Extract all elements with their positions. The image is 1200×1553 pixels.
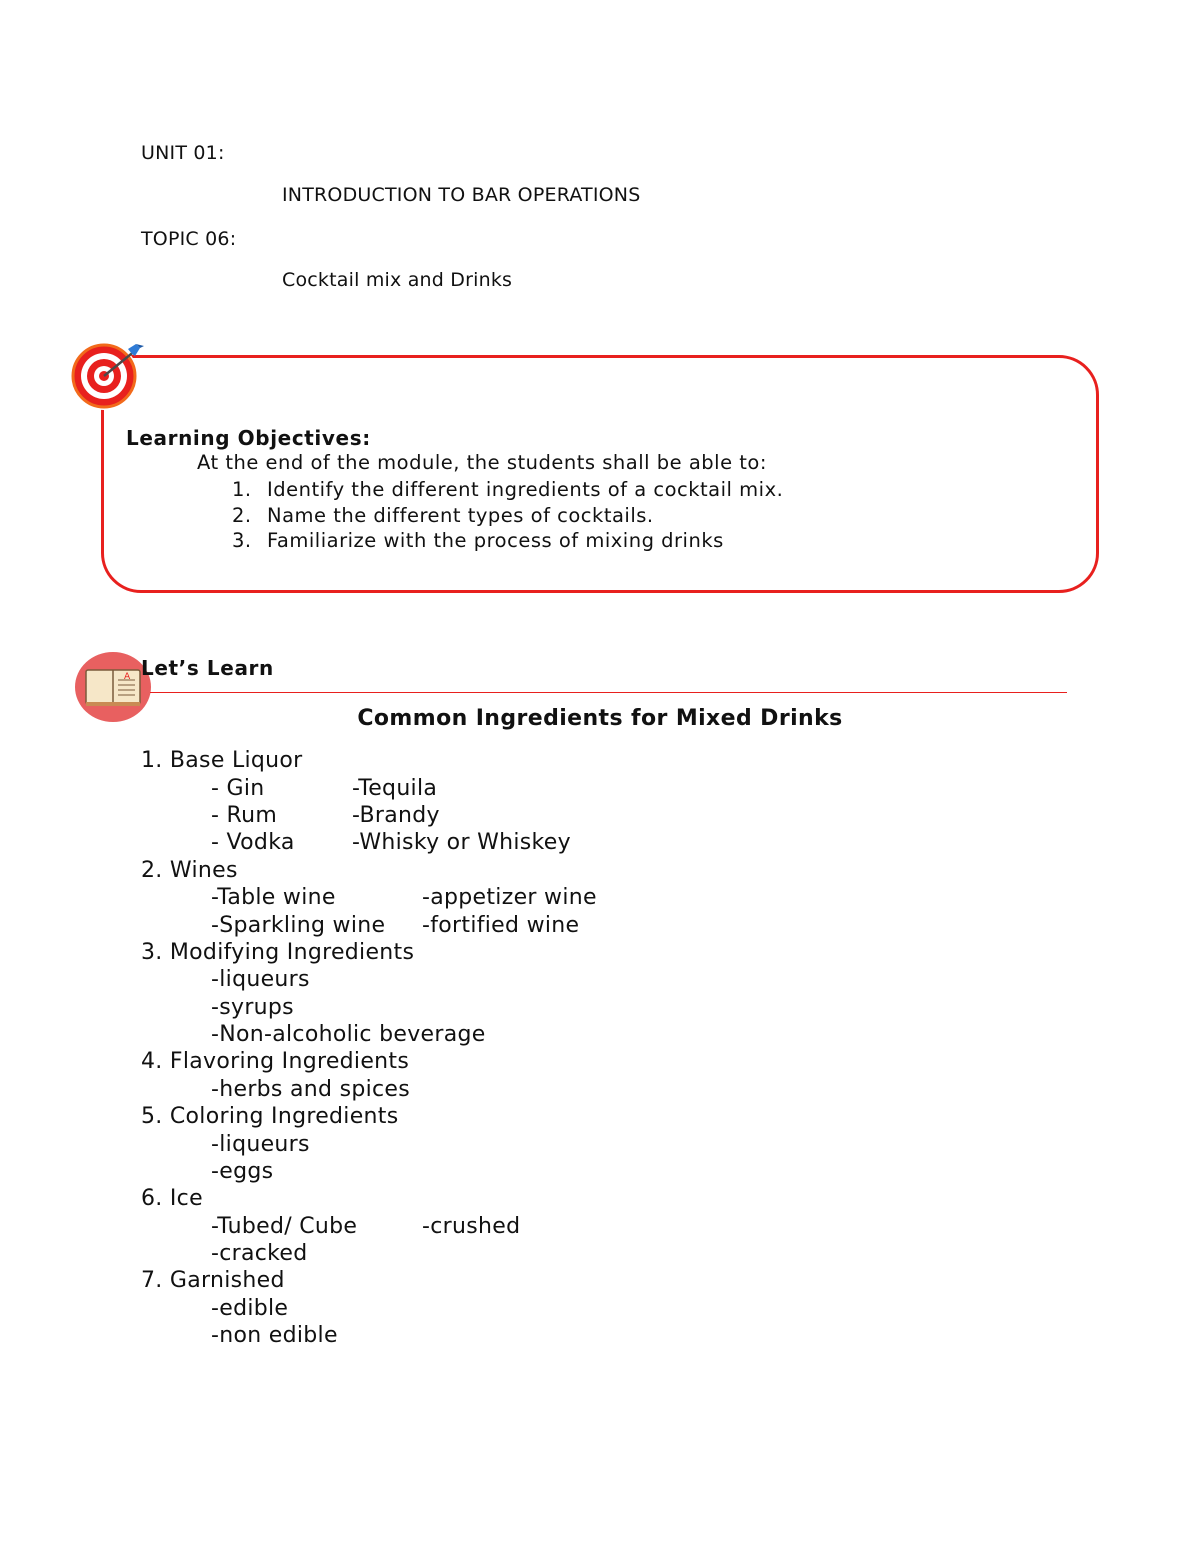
ingredient-item: -Non-alcoholic beverage bbox=[211, 1022, 486, 1047]
ingredient-group-heading: 6. Ice bbox=[141, 1186, 203, 1211]
objective-number: 3. bbox=[232, 529, 252, 552]
ingredient-item: - Vodka bbox=[211, 830, 295, 855]
ingredient-item: -liqueurs bbox=[211, 1132, 310, 1157]
objective-text: Name the different types of cocktails. bbox=[267, 504, 654, 527]
ingredient-item: -Table wine bbox=[211, 885, 336, 910]
unit-label: UNIT 01: bbox=[141, 142, 225, 164]
ingredient-item: -crushed bbox=[422, 1214, 521, 1239]
ingredient-item: -cracked bbox=[211, 1241, 308, 1266]
objectives-intro: At the end of the module, the students shall be able to: bbox=[197, 451, 767, 474]
ingredient-group-heading: 3. Modifying Ingredients bbox=[141, 940, 415, 965]
ingredient-item: -Sparkling wine bbox=[211, 913, 386, 938]
topic-title: Cocktail mix and Drinks bbox=[282, 269, 513, 291]
section-divider bbox=[150, 692, 1067, 693]
target-dart-icon bbox=[62, 340, 148, 410]
objective-number: 1. bbox=[232, 478, 252, 501]
ingredient-item: -fortified wine bbox=[422, 913, 580, 938]
ingredient-item: -liqueurs bbox=[211, 967, 310, 992]
ingredient-item: -syrups bbox=[211, 995, 294, 1020]
unit-title: INTRODUCTION TO BAR OPERATIONS bbox=[282, 184, 641, 206]
ingredient-item: -Brandy bbox=[352, 803, 440, 828]
ingredient-group-heading: 1. Base Liquor bbox=[141, 748, 303, 773]
topic-label: TOPIC 06: bbox=[141, 228, 237, 250]
ingredient-item: - Rum bbox=[211, 803, 278, 828]
ingredient-item: -edible bbox=[211, 1296, 289, 1321]
ingredient-group-heading: 4. Flavoring Ingredients bbox=[141, 1049, 410, 1074]
ingredient-item: -eggs bbox=[211, 1159, 274, 1184]
ingredient-item: -Whisky or Whiskey bbox=[352, 830, 571, 855]
objective-text: Identify the different ingredients of a cocktail mix. bbox=[267, 478, 784, 501]
ingredient-item: -appetizer wine bbox=[422, 885, 597, 910]
objective-text: Familiarize with the process of mixing drinks bbox=[267, 529, 724, 552]
ingredients-title: Common Ingredients for Mixed Drinks bbox=[357, 706, 843, 731]
ingredient-group-heading: 5. Coloring Ingredients bbox=[141, 1104, 399, 1129]
objective-number: 2. bbox=[232, 504, 252, 527]
objectives-box bbox=[101, 355, 1099, 593]
ingredient-item: - Gin bbox=[211, 776, 265, 801]
ingredient-group-heading: 7. Garnished bbox=[141, 1268, 285, 1293]
lets-learn-title: Let’s Learn bbox=[141, 656, 274, 680]
ingredient-group-heading: 2. Wines bbox=[141, 858, 238, 883]
ingredient-item: -non edible bbox=[211, 1323, 338, 1348]
objectives-title: Learning Objectives: bbox=[126, 426, 371, 450]
svg-text:A: A bbox=[124, 672, 131, 682]
ingredient-item: -herbs and spices bbox=[211, 1077, 410, 1102]
ingredient-item: -Tequila bbox=[352, 776, 438, 801]
ingredient-item: -Tubed/ Cube bbox=[211, 1214, 358, 1239]
